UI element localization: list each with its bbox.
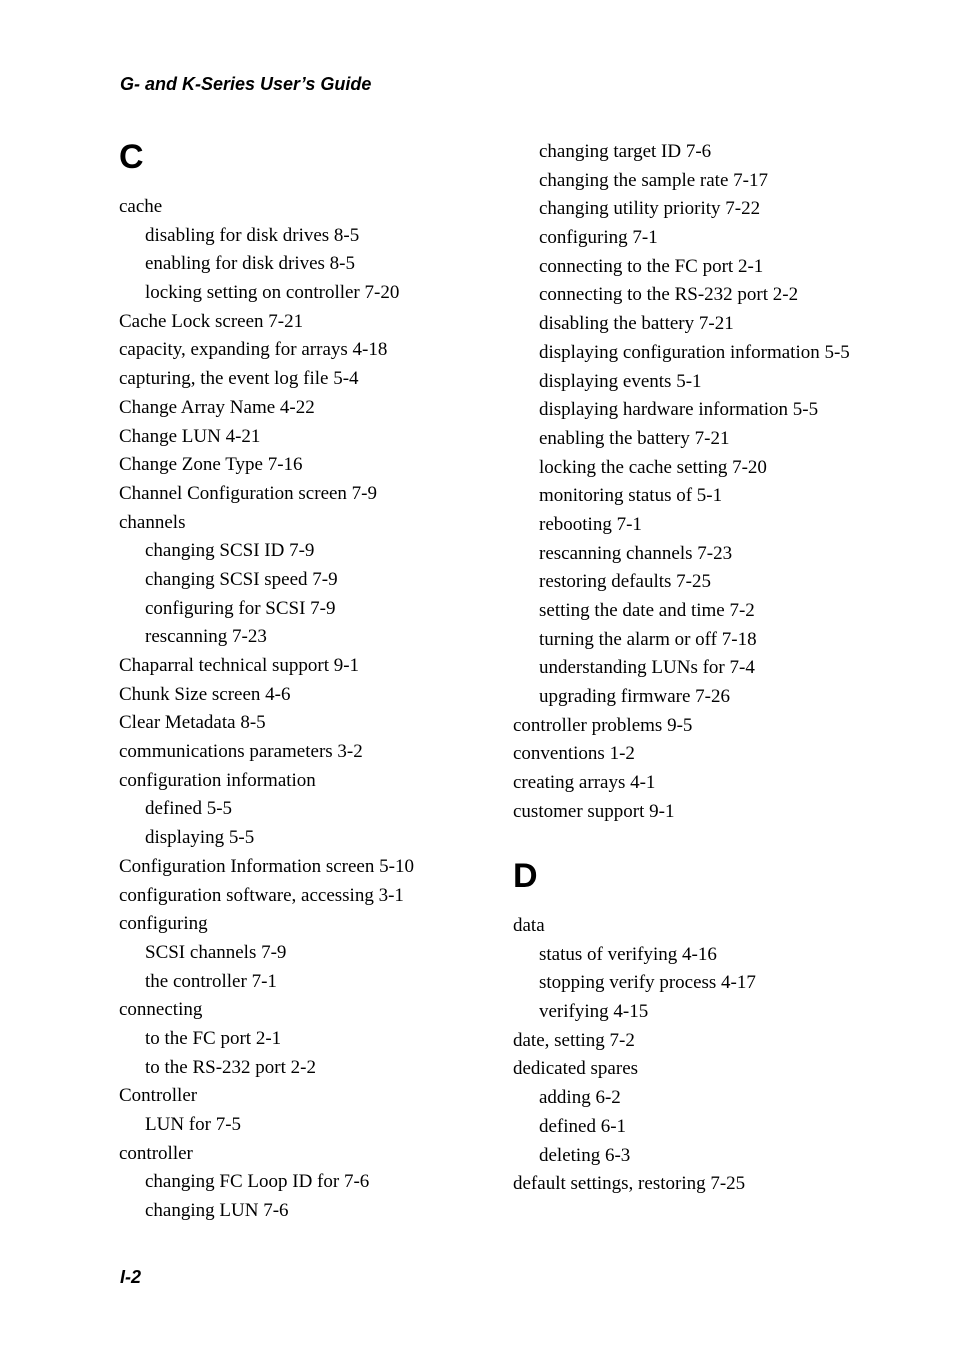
index-subentry: displaying events 5-1: [539, 370, 702, 392]
index-entry: controller problems 9-5: [513, 714, 693, 736]
index-subentry: rescanning channels 7-23: [539, 542, 733, 564]
index-subentry: changing utility priority 7-22: [539, 198, 761, 220]
index-subentry: connecting to the RS-232 port 2-2: [539, 284, 799, 306]
index-entry: date, setting 7-2: [513, 1029, 635, 1051]
index-entry: Controller: [119, 1085, 198, 1107]
index-subentry: defined 5-5: [145, 798, 233, 820]
index-entry: Cache Lock screen 7-21: [119, 310, 304, 332]
index-subentry: changing FC Loop ID for 7-6: [145, 1171, 370, 1193]
index-entry: channels: [119, 511, 186, 533]
index-subentry: changing LUN 7-6: [145, 1200, 289, 1222]
index-entry: capacity, expanding for arrays 4-18: [119, 339, 388, 361]
index-entry: capturing, the event log file 5-4: [119, 368, 359, 390]
index-entry: communications parameters 3-2: [119, 741, 363, 763]
index-column-right-bottom: [513, 912, 756, 1199]
index-entry: connecting: [119, 999, 203, 1021]
index-subentry: enabling the battery 7-21: [539, 427, 730, 449]
index-subentry: deleting 6-3: [539, 1144, 631, 1166]
index-subentry: connecting to the FC port 2-1: [539, 255, 764, 277]
index-subentry: monitoring status of 5-1: [539, 485, 723, 507]
index-entry: Change Zone Type 7-16: [119, 454, 303, 476]
index-entry: configuration information: [119, 769, 316, 791]
index-entry: Chunk Size screen 4-6: [119, 683, 291, 705]
index-entry: Change LUN 4-21: [119, 425, 261, 447]
index-subentry: changing SCSI ID 7-9: [145, 540, 315, 562]
index-entry: Clear Metadata 8-5: [119, 712, 266, 734]
index-entry: data: [513, 915, 545, 936]
index-subentry: rescanning 7-23: [145, 626, 267, 648]
page-number: I-2: [120, 1267, 142, 1287]
index-entry: Change Array Name 4-22: [119, 396, 315, 418]
index-subentry: displaying hardware information 5-5: [539, 399, 819, 421]
index-entry: Configuration Information screen 5-10: [119, 855, 414, 877]
index-subentry: setting the date and time 7-2: [539, 600, 755, 621]
index-entry: Chaparral technical support 9-1: [119, 655, 360, 676]
index-subentry: stopping verify process 4-17: [539, 972, 756, 994]
index-subentry: SCSI channels 7-9: [145, 941, 287, 963]
index-subentry: locking setting on controller 7-20: [145, 282, 400, 304]
index-subentry: defined 6-1: [539, 1115, 627, 1137]
index-subentry: disabling for disk drives 8-5: [145, 224, 360, 246]
index-subentry: changing SCSI speed 7-9: [145, 568, 338, 590]
index-entry: configuration software, accessing 3-1: [119, 884, 404, 906]
index-subentry: restoring defaults 7-25: [539, 571, 712, 593]
index-subentry: status of verifying 4-16: [539, 943, 717, 965]
index-subentry: enabling for disk drives 8-5: [145, 253, 356, 275]
index-subentry: to the RS-232 port 2-2: [145, 1056, 316, 1078]
index-subentry: displaying 5-5: [145, 827, 255, 849]
index-subentry: locking the cache setting 7-20: [539, 456, 767, 478]
index-subentry: configuring for SCSI 7-9: [145, 597, 336, 619]
running-header: G- and K-Series User’s Guide: [120, 74, 372, 94]
index-entry: configuring: [119, 913, 208, 935]
index-entry: customer support 9-1: [513, 800, 675, 822]
index-subentry: configuring 7-1: [539, 227, 658, 249]
index-subentry: understanding LUNs for 7-4: [539, 657, 755, 679]
section-letter-d: D: [513, 857, 538, 895]
index-entry: dedicated spares: [513, 1058, 639, 1080]
index-subentry: to the FC port 2-1: [145, 1027, 282, 1049]
index-subentry: turning the alarm or off 7-18: [539, 628, 757, 650]
index-column-right-top: [513, 138, 850, 827]
index-entry: conventions 1-2: [513, 743, 635, 765]
index-entry: default settings, restoring 7-25: [513, 1173, 746, 1195]
index-subentry: rebooting 7-1: [539, 513, 642, 535]
index-subentry: changing target ID 7-6: [539, 141, 712, 162]
index-column-left: [119, 193, 414, 1226]
index-entry: cache: [119, 196, 163, 217]
index-subentry: verifying 4-15: [539, 1001, 649, 1023]
index-entry: creating arrays 4-1: [513, 772, 656, 794]
index-subentry: LUN for 7-5: [145, 1114, 242, 1135]
index-subentry: changing the sample rate 7-17: [539, 169, 768, 191]
index-subentry: upgrading firmware 7-26: [539, 686, 730, 708]
index-subentry: disabling the battery 7-21: [539, 313, 734, 335]
index-entry: controller: [119, 1142, 193, 1164]
index-subentry: displaying configuration information 5-5: [539, 341, 850, 363]
index-subentry: the controller 7-1: [145, 970, 277, 992]
section-letter-c: C: [119, 138, 144, 176]
index-entry: Channel Configuration screen 7-9: [119, 482, 378, 504]
index-subentry: adding 6-2: [539, 1087, 621, 1109]
